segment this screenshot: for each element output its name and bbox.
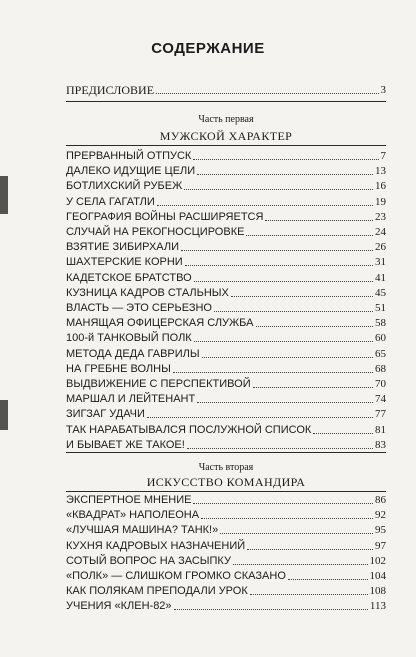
entry-page: 45 [375,286,386,299]
dot-leader [185,265,373,266]
divider-rule [66,101,386,102]
dot-leader [202,357,373,358]
dot-leader [214,311,373,312]
entry-title: ГЕОГРАФИЯ ВОЙНЫ РАСШИРЯЕТСЯ [66,210,264,223]
entry-title: СОТЫЙ ВОПРОС НА ЗАСЫПКУ [66,554,231,567]
toc-entry [66,300,386,316]
toc-entry [66,391,386,407]
dot-leader [147,417,373,418]
entry-page: 58 [375,317,386,330]
entry-page: 3 [380,84,386,96]
toc-entry [66,239,386,255]
entry-title: ДАЛЕКО ИДУЩИЕ ЦЕЛИ [66,165,196,178]
entry-page: 41 [375,271,386,284]
entry-title: И БЫВАЕТ ЖЕ ТАКОЕ! [66,438,185,451]
divider-rule [66,452,386,453]
toc-entry [66,507,386,523]
toc-entry [66,361,386,377]
entry-title: СЛУЧАЙ НА РЕКОГНОСЦИРОВКЕ [66,226,245,238]
entry-title: КАДЕТСКОЕ БРАТСТВО [66,271,192,284]
toc-entry [66,492,386,508]
toc-entry [66,346,386,362]
toc-entry [66,209,386,225]
toc-entry [66,376,386,392]
part-two-title: ИСКУССТВО КОМАНДИРА [146,475,306,489]
entry-page: 68 [375,362,386,375]
dot-leader [184,189,373,190]
toc-entry [66,583,386,599]
entry-page: 7 [380,150,386,162]
entry-title: ЗИГЗАГ УДАЧИ [66,408,145,421]
part-one-label: Часть первая [198,114,254,125]
dot-leader [194,341,373,342]
entry-title: НА ГРЕБНЕ ВОЛНЫ [66,362,171,375]
entry-page: 19 [375,195,386,208]
dot-leader [157,205,373,206]
dot-leader [194,281,373,282]
toc-entry [66,568,386,584]
toc-entry-preface [66,82,386,98]
entry-title: ШАХТЕРСКИЕ КОРНИ [66,256,183,269]
dot-leader [201,518,373,519]
page-edge-mark [0,400,8,430]
dot-leader [265,220,373,221]
entry-title: ВЛАСТЬ — ЭТО СЕРЬЕЗНО [66,302,212,314]
toc-entry [66,522,386,538]
entry-page: 70 [375,378,386,390]
dot-leader [231,296,373,297]
dot-leader [174,609,368,610]
entry-title: «ПОЛК» — СЛИШКОМ ГРОМКО СКАЗАНО [66,570,286,582]
dot-leader [220,533,373,534]
dot-leader [173,372,373,373]
entry-title: ВЗЯТИЕ ЗИБИРХАЛИ [66,241,180,254]
toc-entry [66,254,386,270]
entry-title: ПРЕРВАННЫЙ ОТПУСК [66,150,192,162]
dot-leader [256,326,374,327]
toc-entry [66,285,386,301]
dot-leader [156,93,378,94]
entry-page: 81 [375,423,386,436]
divider-rule [66,145,386,146]
entry-title: КУЗНИЦА КАДРОВ СТАЛЬНЫХ [66,286,229,299]
entry-page: 77 [375,408,386,421]
entry-page: 23 [375,210,386,223]
entry-title: МЕТОДА ДЕДА ГАВРИЛЫ [66,347,200,360]
entry-page: 104 [369,570,386,582]
toc-entry [66,538,386,554]
toc-entry [66,194,386,210]
part-one-title: МУЖСКОЙ ХАРАКТЕР [159,129,293,143]
dot-leader [181,250,373,251]
entry-page: 26 [375,241,386,254]
entry-title: БОТЛИХСКИЙ РУБЕЖ [66,180,183,193]
dot-leader [197,402,373,403]
dot-leader [233,564,368,565]
toc-entry [66,330,386,346]
entry-page: 65 [375,347,386,360]
entry-page: 83 [375,438,386,451]
entry-title: У СЕЛА ГАГАТЛИ [66,195,155,208]
entry-page: 24 [375,226,386,238]
page-title: СОДЕРЖАНИЕ [151,40,265,57]
dot-leader [247,549,373,550]
entry-title: 100-й ТАНКОВЫЙ ПОЛК [66,332,192,345]
toc-entry [66,315,386,331]
dot-leader [197,174,373,175]
dot-leader [250,594,368,595]
dot-leader [187,448,373,449]
entry-page: 13 [375,165,386,178]
dot-leader [313,433,373,434]
toc-entry [66,598,386,614]
entry-title: «ЛУЧШАЯ МАШИНА? ТАНК!» [66,524,219,537]
entry-title: МАНЯЩАЯ ОФИЦЕРСКАЯ СЛУЖБА [66,317,254,330]
entry-title: ПРЕДИСЛОВИЕ [66,83,155,97]
toc-entry [66,270,386,286]
toc-entry [66,178,386,194]
entry-page: 86 [375,494,386,506]
entry-page: 95 [375,524,386,537]
entry-page: 16 [375,180,386,193]
part-two-label: Часть вторая [198,462,254,473]
toc-entry [66,406,386,422]
entry-page: 108 [369,585,386,598]
entry-page: 92 [375,509,386,522]
entry-title: КУХНЯ КАДРОВЫХ НАЗНАЧЕНИЙ [66,539,246,552]
entry-page: 31 [375,256,386,269]
entry-page: 97 [375,539,386,552]
dot-leader [193,159,378,160]
entry-page: 60 [375,332,386,345]
entry-page: 51 [375,302,386,314]
entry-title: ТАК НАРАБАТЫВАЛСЯ ПОСЛУЖНОЙ СПИСОК [66,423,312,436]
entry-page: 74 [375,393,386,406]
entry-title: МАРШАЛ И ЛЕЙТЕНАНТ [66,393,196,406]
dot-leader [193,503,373,504]
toc-entry [66,553,386,569]
dot-leader [246,235,373,236]
entry-page: 113 [369,600,386,613]
entry-title: ЭКСПЕРТНОЕ МНЕНИЕ [66,494,192,506]
entry-title: УЧЕНИЯ «КЛЕН-82» [66,600,172,613]
toc-entry [66,437,386,453]
entry-page: 102 [369,554,386,567]
entry-title: КАК ПОЛЯКАМ ПРЕПОДАЛИ УРОК [66,585,248,598]
dot-leader [253,387,373,388]
toc-entry [66,422,386,438]
toc-entry [66,148,386,164]
toc-entry [66,224,386,240]
entry-title: «КВАДРАТ» НАПОЛЕОНА [66,509,200,522]
toc-entry [66,163,386,179]
entry-title: ВЫДВИЖЕНИЕ С ПЕРСПЕКТИВОЙ [66,378,251,390]
dot-leader [288,579,368,580]
page-edge-mark [0,176,8,214]
